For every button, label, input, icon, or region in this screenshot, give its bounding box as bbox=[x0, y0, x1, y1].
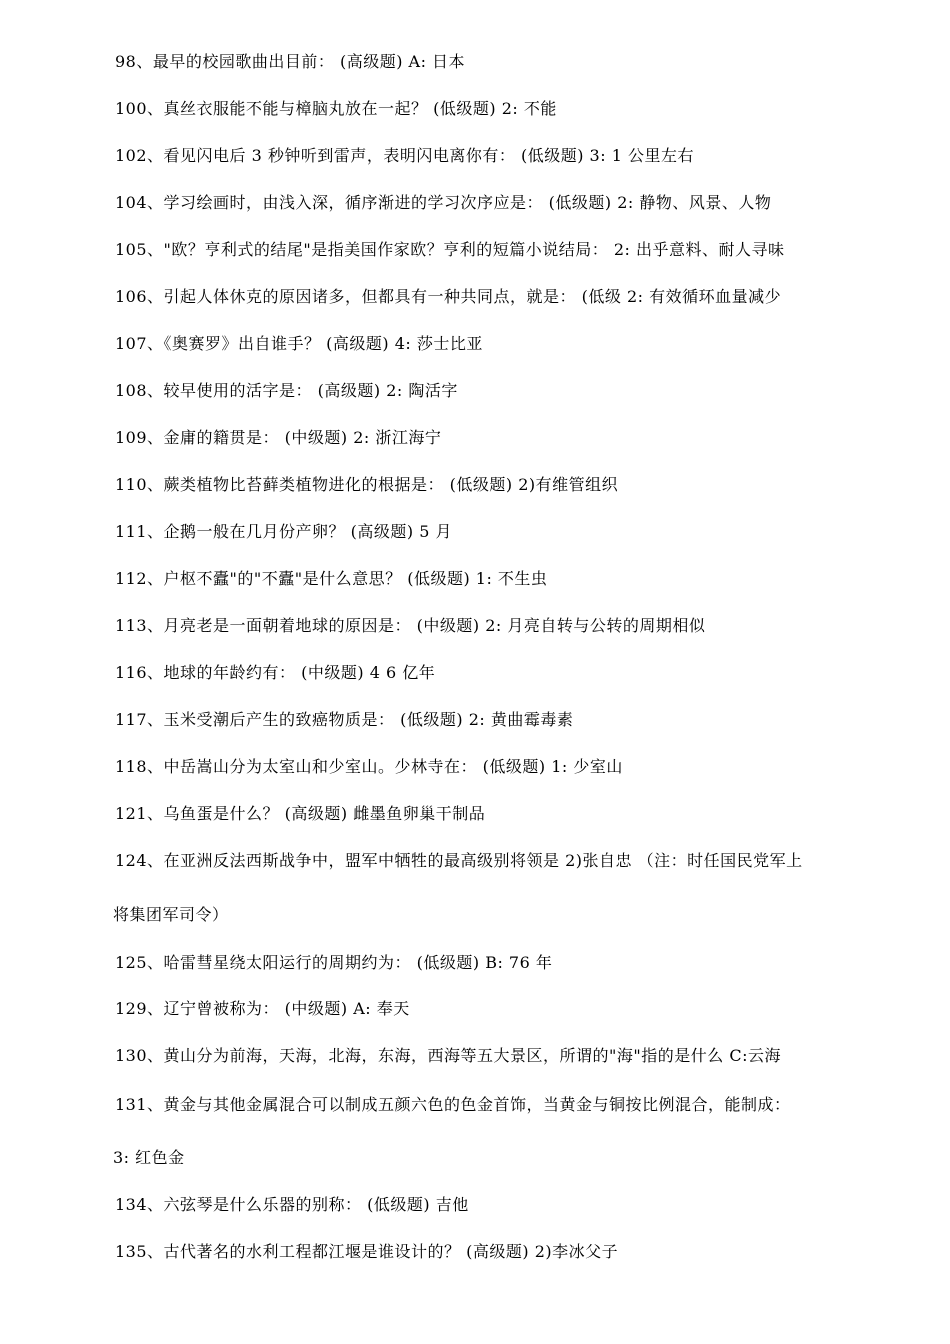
question-129: 129、辽宁曾被称为： (中级题) A: 奉天 bbox=[115, 999, 410, 1018]
question-111: 111、企鹅一般在几月份产卵？ (高级题) 5 月 bbox=[115, 522, 452, 541]
question-135: 135、古代著名的水利工程都江堰是谁设计的？ (高级题) 2)李冰父子 bbox=[115, 1242, 619, 1261]
question-105: 105、"欧？亨利式的结尾"是指美国作家欧？亨利的短篇小说结局： 2: 出乎意料、耐人寻味 bbox=[115, 240, 785, 259]
question-102: 102、看见闪电后 3 秒钟听到雷声，表明闪电离你有： (低级题) 3: 1 公里左右 bbox=[115, 146, 694, 165]
question-124: 124、在亚洲反法西斯战争中，盟军中牺牲的最高级别将领是 2)张自忠 （注：时任国民党军上 bbox=[115, 851, 803, 870]
question-118: 118、中岳嵩山分为太室山和少室山。少林寺在： (低级题) 1: 少室山 bbox=[115, 757, 623, 776]
question-131-continuation: 3: 红色金 bbox=[113, 1148, 185, 1167]
question-98: 98、最早的校园歌曲出目前： (高级题) A: 日本 bbox=[115, 52, 466, 71]
question-107: 107、《奥赛罗》出自谁手？ (高级题) 4: 莎士比亚 bbox=[115, 334, 483, 353]
question-112: 112、户枢不蠹"的"不蠹"是什么意思？ (低级题) 1: 不生虫 bbox=[115, 569, 548, 588]
question-110: 110、蕨类植物比苔藓类植物进化的根据是： (低级题) 2)有维管组织 bbox=[115, 475, 619, 494]
question-125: 125、哈雷彗星绕太阳运行的周期约为： (低级题) B: 76 年 bbox=[115, 953, 553, 972]
question-130: 130、黄山分为前海，天海，北海，东海，西海等五大景区，所谓的"海"指的是什么 C:云海 bbox=[115, 1046, 781, 1065]
question-113: 113、月亮老是一面朝着地球的原因是： (中级题) 2: 月亮自转与公转的周期相似 bbox=[115, 616, 706, 635]
question-108: 108、较早使用的活字是： (高级题) 2: 陶活字 bbox=[115, 381, 458, 400]
question-100: 100、真丝衣服能不能与樟脑丸放在一起？ (低级题) 2: 不能 bbox=[115, 99, 557, 118]
question-104: 104、学习绘画时，由浅入深，循序渐进的学习次序应是： (低级题) 2: 静物、风景、人物 bbox=[115, 193, 772, 212]
question-116: 116、地球的年龄约有： (中级题) 4 6 亿年 bbox=[115, 663, 436, 682]
question-109: 109、金庸的籍贯是： (中级题) 2: 浙江海宁 bbox=[115, 428, 442, 447]
question-106: 106、引起人体休克的原因诸多，但都具有一种共同点，就是： (低级 2: 有效循环血量减少 bbox=[115, 287, 782, 306]
question-117: 117、玉米受潮后产生的致癌物质是： (低级题) 2: 黄曲霉毒素 bbox=[115, 710, 574, 729]
question-124-continuation: 将集团军司令） bbox=[113, 905, 229, 924]
question-134: 134、六弦琴是什么乐器的别称： (低级题) 吉他 bbox=[115, 1195, 469, 1214]
question-121: 121、乌鱼蛋是什么？ (高级题) 雌墨鱼卵巢干制品 bbox=[115, 804, 486, 823]
question-131: 131、黄金与其他金属混合可以制成五颜六色的色金首饰，当黄金与铜按比例混合，能制成： bbox=[115, 1095, 791, 1114]
